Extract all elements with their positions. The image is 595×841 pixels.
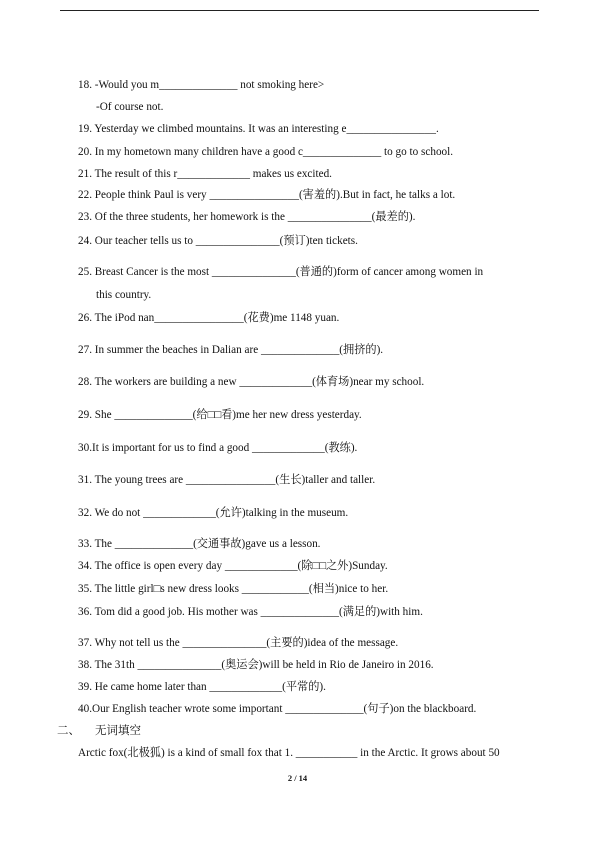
question-27: 27. In summer the beaches in Dalian are ______________(拥挤的). <box>78 344 384 356</box>
section-number: 二、 <box>57 725 80 737</box>
question-18-answer: -Of course not. <box>96 101 164 113</box>
passage-first-line: Arctic fox(北极狐) is a kind of small fox that 1. ___________ in the Arctic. It grows about 50 <box>78 747 500 759</box>
question-38: 38. The 31th _______________(奥运会)will be held in Rio de Janeiro in 2016. <box>78 659 434 671</box>
question-35: 35. The little girl□s new dress looks ____________(相当)nice to her. <box>78 583 389 595</box>
question-28: 28. The workers are building a new _____________(体育场)near my school. <box>78 376 425 388</box>
question-23: 23. Of the three students, her homework is the _______________(最差的). <box>78 211 416 223</box>
question-40: 40.Our English teacher wrote some important ______________(句子)on the blackboard. <box>78 703 477 715</box>
question-24: 24. Our teacher tells us to _______________(预订)ten tickets. <box>78 235 358 247</box>
question-18: 18. -Would you m______________ not smoking here> <box>78 79 325 91</box>
question-33: 33. The ______________(交通事故)gave us a lesson. <box>78 538 321 550</box>
question-26: 26. The iPod nan________________(花费)me 1148 yuan. <box>78 312 340 324</box>
question-37: 37. Why not tell us the _______________(主要的)idea of the message. <box>78 637 399 649</box>
question-39: 39. He came home later than _____________(平常的). <box>78 681 326 693</box>
question-22: 22. People think Paul is very ________________(害羞的).But in fact, he talks a lot. <box>78 189 456 201</box>
question-25-continued: this country. <box>96 289 152 301</box>
question-19: 19. Yesterday we climbed mountains. It was an interesting e________________. <box>78 123 439 135</box>
question-29: 29. She ______________(给□□看)me her new dress yesterday. <box>78 409 362 421</box>
question-32: 32. We do not _____________(允许)talking in the museum. <box>78 507 349 519</box>
question-20: 20. In my hometown many children have a good c______________ to go to school. <box>78 146 454 158</box>
question-36: 36. Tom did a good job. His mother was ______________(满足的)with him. <box>78 606 423 618</box>
question-21: 21. The result of this r_____________ makes us excited. <box>78 168 332 180</box>
section-title: 无词填空 <box>95 725 141 737</box>
page-number: 2 / 14 <box>287 773 308 783</box>
question-25: 25. Breast Cancer is the most _______________(普通的)form of cancer among women in <box>78 266 484 278</box>
question-31: 31. The young trees are ________________(生长)taller and taller. <box>78 474 376 486</box>
question-30: 30.It is important for us to find a good _____________(教练). <box>78 442 358 454</box>
header-rule <box>60 10 539 11</box>
question-34: 34. The office is open every day _____________(除□□之外)Sunday. <box>78 560 388 572</box>
